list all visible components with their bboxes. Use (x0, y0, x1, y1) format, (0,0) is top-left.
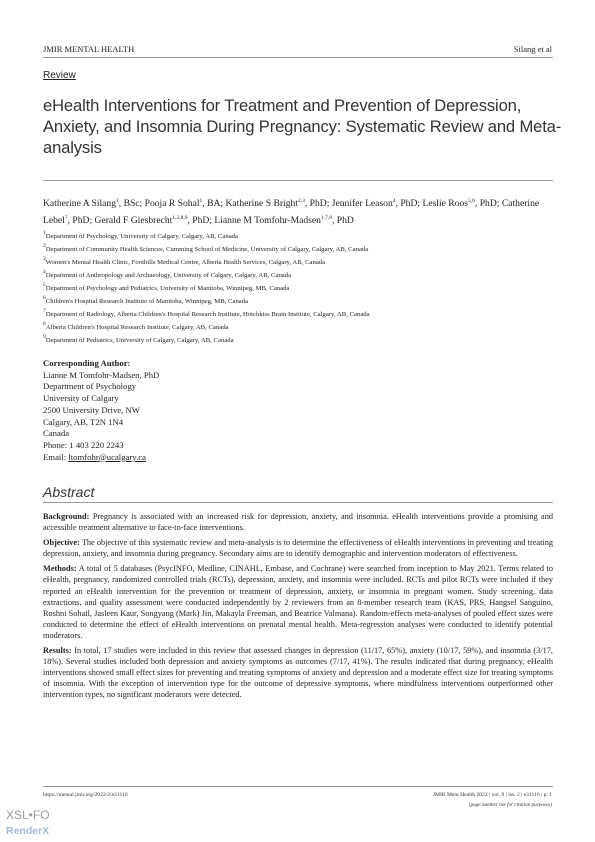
author-name: Leslie Roos (422, 198, 469, 209)
running-author: Silang et al (513, 44, 552, 54)
section-label: Background: (43, 512, 90, 521)
corresponding-line: 2500 University Drive, NW (43, 404, 140, 415)
author-list (43, 195, 555, 229)
journal-name: JMIR MENTAL HEALTH (43, 44, 135, 54)
affiliation-text: Department of Pediatrics, University of Calgary, Calgary, AB, Canada (45, 337, 234, 344)
corresponding-line: Calgary, AB, T2N 1N4 (43, 416, 124, 427)
footer-citation: JMIR Ment Health 2022 | vol. 9 | iss. 2 | e31116 | p. 1 (432, 792, 552, 798)
affiliation (43, 282, 555, 295)
section-label: Methods: (43, 564, 77, 574)
section-text: A total of 5 databases (PsycINFO, Medline, CINAHL, Embase, and Cochrane) were searched from inception to May 2021. Terms related to eHealth, pregnancy, randomized controlled trials (RCTs), depression, anxiety, and insomnia were included. RCTs and pilot RCTs were included if they reported an eHealth intervention for the prevention or treatment of depression, anxiety, or insomnia in pregnant women. Study screening, data extractions, and quality assessment were conducted independently by 2 reviewers from an 8-member research team (KAS, PRS, Hangsel Sanguino, Roshni Sohail, Jasleen Kaur, Songyang (Mark) Jin, Makayla Freeman, and Beatrice Valmana). Random-effects meta-analyses of pooled effect sizes were conducted to determine the effect of eHealth interventions on prenatal mental health. Meta-regression analyses were conducted to identify potential moderators. (43, 564, 553, 640)
abstract-section-results (43, 645, 553, 700)
affiliation-text: Children's Hospital Research Institute of Manitoba, Winnipeg, MB, Canada (45, 298, 249, 305)
author (422, 198, 501, 209)
affiliation-number: 8 (43, 321, 46, 327)
article-title: eHealth Interventions for Treatment and Prevention of Depression, Anxiety, and Insomnia During Pregnancy: Systematic Review and Meta-analysis (43, 96, 562, 157)
section-label: Objective: (43, 538, 80, 548)
author-affil-sup: 1 (116, 198, 119, 204)
affiliation (43, 256, 555, 269)
author (43, 198, 145, 209)
footer-note: (page number not for citation purposes) (468, 802, 552, 808)
author-name: Catherine Lebel (43, 198, 540, 226)
author (145, 198, 226, 209)
author-name: Katherine A Silang (43, 198, 117, 209)
footer-url[interactable]: https://mental.jmir.org/2022/2/e31116 (43, 792, 128, 798)
affiliation (43, 230, 555, 243)
abstract-body (43, 511, 553, 705)
affiliation-number: 9 (43, 334, 46, 340)
abstract-heading: Abstract (43, 484, 95, 500)
author-affil-sup: 1,2,8,9 (172, 215, 188, 221)
author (214, 215, 353, 226)
affiliation-number: 6 (43, 295, 46, 301)
affiliation-text: Department of Psychology and Pediatrics, University of Manitoba, Winnipeg, MB, Canada (45, 285, 290, 292)
logo-line-2: RenderX (6, 825, 50, 837)
affiliation (43, 334, 555, 347)
section-label: Results: (43, 646, 72, 656)
author-affil-sup: 1,7,8 (320, 215, 332, 221)
affiliation-text: Women's Mental Health Clinic, Foothills Medical Centre, Alberta Health Services, Calgary, AB, Canada (45, 259, 326, 266)
author (332, 198, 423, 209)
author-degree: , BSc; (118, 198, 145, 209)
author (95, 215, 215, 226)
section-text: The objective of this systematic review and meta-analysis is to determine the effectiveness of eHealth interventions in preventing and treating depression, anxiety, and insomnia during pregnancy. Secondary aims are to identify demographic and intervention moderators of effectiveness. (43, 538, 553, 559)
author-name: Gerald F Giesbrecht (94, 215, 173, 226)
email-label: Email: (43, 451, 69, 462)
footer-rule (43, 786, 553, 787)
author-degree: , PhD; (187, 215, 215, 226)
author-affil-sup: 4 (392, 198, 396, 204)
author-affil-sup: 2,3 (297, 198, 305, 204)
affiliation-list (43, 230, 555, 347)
affiliation-text: Department of Radiology, Alberta Children's Hospital Research Institute, Hotchkiss Brain Institute, Calgary, AB, Canada (45, 311, 370, 318)
section-text: In total, 17 studies were included in this review that assessed changes in depression (11/17, 65%), anxiety (10/17, 59%), and insomnia (3/17, 18%). Several studies included both depression and anxiety symptoms as outcomes (7/17, 41%). The results indicated that during pregnancy, eHealth interventions showed small effect sizes for preventing and treating symptoms of anxiety and depression and a moderate effect size for treating symptoms of insomnia. With the exception of intervention type for the outcome of depressive symptoms, where mindfulness interventions outperformed other intervention types, no significant moderators were detected. (43, 646, 554, 700)
affiliation (43, 269, 555, 282)
email-line (43, 452, 159, 464)
affiliation-text: Department of Psychology, University of Calgary, Calgary, AB, Canada (45, 233, 238, 240)
renderx-logo (5, 803, 53, 839)
affiliation (43, 243, 555, 256)
article-type-link[interactable]: Review (43, 70, 76, 81)
logo-line-1: XSL•FO (6, 808, 50, 822)
corresponding-author-label: Corresponding Author: (43, 358, 131, 368)
affiliation-text: Alberta Children's Hospital Research Institute, Calgary, AB, Canada (45, 324, 229, 331)
affiliation-text: Department of Community Health Sciences, Cumming School of Medicine, University of Calgary, Calgary, AB, Canada (45, 246, 369, 253)
corresponding-line: Lianne M Tomfohr-Madsen, PhD (43, 369, 160, 380)
author-name: Pooja R Sohal (144, 198, 200, 209)
author-degree: , PhD (331, 215, 354, 226)
author-name: Jennifer Leason (331, 198, 393, 209)
affiliation-number: 4 (43, 269, 46, 275)
author-affil-sup: 1 (199, 198, 203, 204)
corresponding-line: Phone: 1 403 220 2243 (43, 439, 124, 450)
abstract-section-methods (43, 563, 553, 641)
affiliation-number: 1 (43, 230, 46, 236)
section-text: Pregnancy is associated with an increased risk for depression, anxiety, and insomnia. eHealth interventions provide a promising and accessible treatment alternative to face-to-face interventions. (43, 512, 553, 533)
header-rule (43, 57, 553, 58)
corresponding-line: Canada (43, 428, 70, 439)
corresponding-line: Department of Psychology (43, 381, 137, 392)
abstract-rule (43, 502, 553, 503)
title-rule (43, 180, 553, 181)
author-degree: , PhD; (67, 215, 95, 226)
author-degree: , PhD; (474, 198, 502, 209)
author-degree: , BA; (202, 198, 226, 209)
author (225, 198, 331, 209)
affiliation (43, 308, 555, 321)
affiliation (43, 295, 555, 308)
author-name: Lianne M Tomfohr-Madsen (214, 215, 321, 226)
corresponding-author-block (43, 358, 159, 463)
abstract-section-background (43, 511, 553, 533)
corresponding-line: University of Calgary (43, 393, 119, 404)
affiliation-number: 3 (43, 256, 46, 262)
author-name: Katherine S Bright (225, 198, 298, 209)
author-affil-sup: 5,6 (468, 198, 475, 204)
author-degree: , PhD; (395, 198, 423, 209)
author-affil-sup: 7 (64, 215, 68, 221)
affiliation-text: Department of Anthropology and Archaeology, University of Calgary, Calgary, AB, Canada (45, 272, 292, 279)
email-link[interactable]: ltomfohr@ucalgary.ca (68, 451, 146, 462)
affiliation-number: 5 (43, 282, 46, 288)
abstract-section-objective (43, 537, 553, 559)
affiliation (43, 321, 555, 334)
author-degree: , PhD; (304, 198, 332, 209)
affiliation-number: 2 (43, 243, 46, 249)
affiliation-number: 7 (43, 308, 46, 314)
